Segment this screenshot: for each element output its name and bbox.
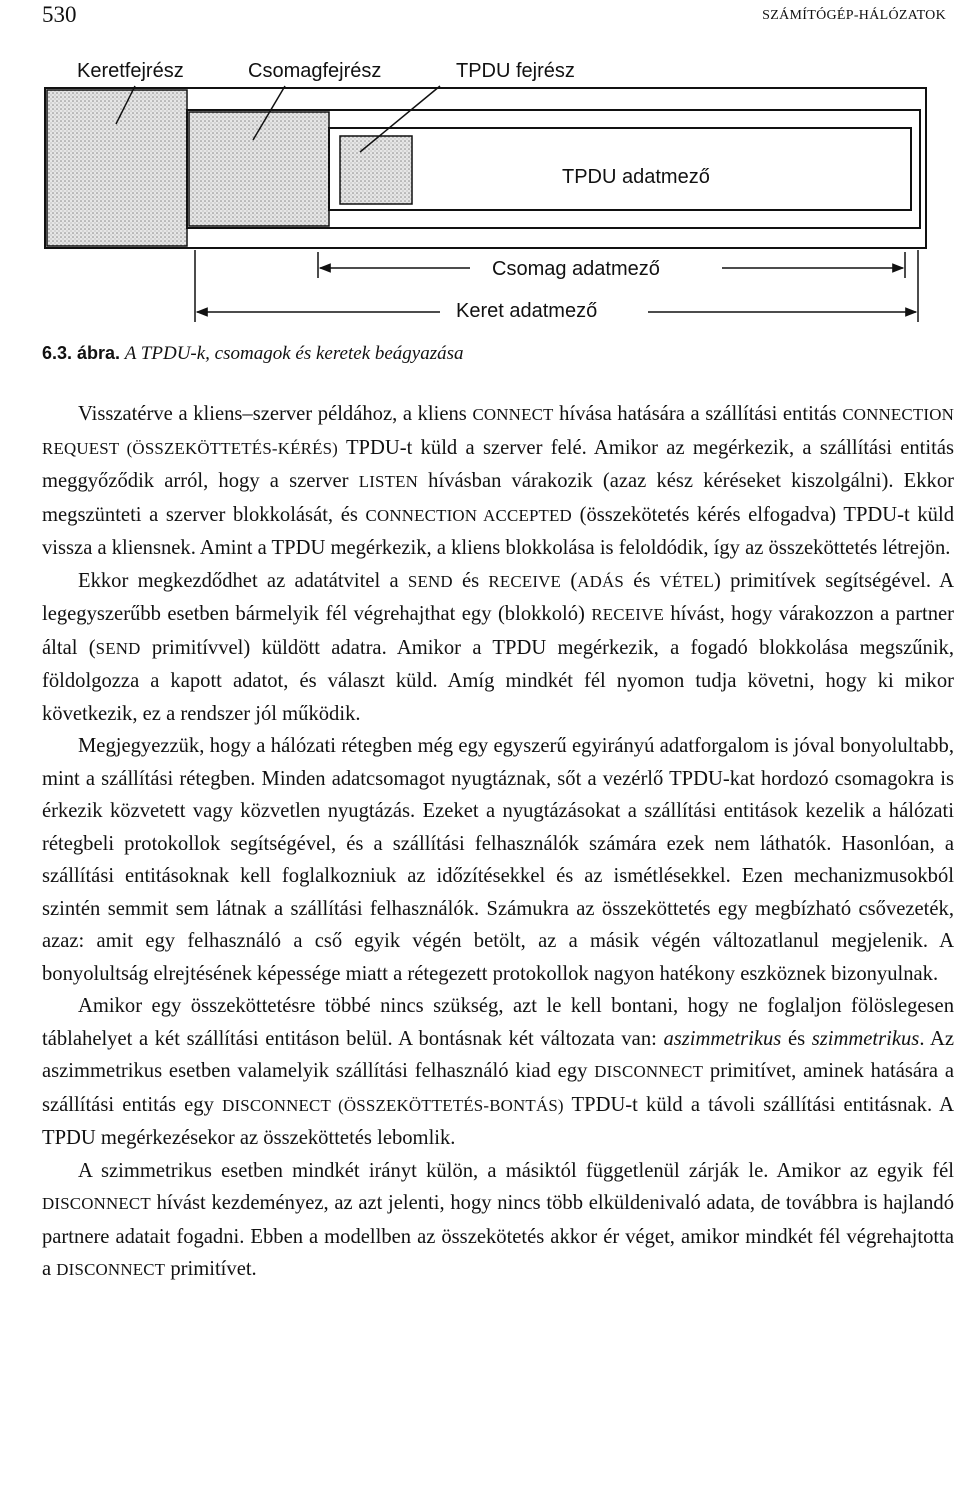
tpdu-header-block [340,136,412,204]
caption-number: 6.3. ábra. [42,343,121,363]
paragraph-2: Ekkor megkezdődhet az adatátvitel a SEND és RECEIVE (ADÁS és VÉTEL) primitívek segítségével. A legegyszerűbb esetben bármelyik fél végrehajthat egy (blokkoló) RECEIVE hívást, hogy várakozzon a partner által (SEND primitívvel) küldött adatra. Amikor a TPDU megérkezik, a fogadó blokkolása megszűnik, földolgozza a kapott adatot, és választ küld. Amíg mindkét fél nyomon tudja követni, hogy ki mikor következik, ez a rendszer jól működik. [42,569,955,725]
encapsulation-figure [0,40,960,340]
paragraph-1: Visszatérve a kliens–szerver példához, a kliens CONNECT hívása hatására a szállítási entitás CONNECTION REQUEST (ÖSSZEKÖTTETÉS-KÉRÉS) TPDU-t küld a szerver felé. Amikor az megérkezik, a szállítási entitás meggyőződik arról, hogy a szerver LISTEN hívásban várakozik (azaz kész kéréseket kiszolgálni). Ekkor megszünteti a szerver blokkolását, és CONNECTION ACCEPTED (összekötetés kérés elfogadva) TPDU-t küld vissza a kliensnek. Amint a TPDU megérkezik, a kliens blokkolása is feloldódik, így az összeköttetés létrejön. [42,403,954,559]
caption-text: A TPDU-k, csomagok és keretek beágyazása [124,343,464,364]
paragraph-5: A szimmetrikus esetben mindkét irányt külön, a másiktól függetlenül zárják le. Amikor az egyik fél DISCONNECT hívást kezdeményez, az azt jelenti, hogy nincs több elküldenivaló adata, de továbbra is hajlandó partnere adatait fogadni. Ebben a modellben az összekötetés akkor ér véget, amikor mindkét fél végrehajtotta a DISCONNECT primitívet. [42,1159,954,1280]
frame-header-block [47,90,187,246]
frame-payload-label: Keret adatmező [456,300,598,322]
figure-caption [42,343,464,365]
encapsulation-diagram [0,40,960,340]
page-header [42,2,946,32]
paragraph-4: Amikor egy összeköttetésre többé nincs szükség, azt le kell bontani, hogy ne foglaljon fölöslegesen táblahelyet a két szállítási entitáson belül. A bontásnak két változata van: aszimmetrikus és szimmetrikus. Az aszimmetrikus esetben valamelyik szállítási felhasználó kiad egy DISCONNECT primitívet, aminek hatására a szállítási entitás egy DISCONNECT (ÖSSZEKÖTTETÉS-BONTÁS) TPDU-t küld a távoli szállítási entitásnak. A TPDU megérkezésekor az összeköttetés lebomlik. [42,995,955,1149]
tpdu-payload-label: TPDU adatmező [562,166,710,188]
page-number: 530 [42,2,77,27]
paragraph-3: Megjegyezzük, hogy a hálózati rétegben még egy egyszerű egyirányú adatforgalom is jóval bonyolultabb, mint a szállítási rétegben. Minden adatcsomagot nyugtáznak, sőt a vezérlő TPDU-kat hordozó csomagokra is érkezik közvetett vagy közvetlen nyugtázás. Ezeket a nyugtázásokat a szállítási entitások kezelik a hálózati rétegbeli protokollok segítségével, és a szállítási felhasználók számára ezek nem láthatók. Hasonlóan, a szállítási entitásoknak kell foglalkozniuk az időzítésekkel és az ismétlésekkel. Ezen mechanizmusokból szintén semmit sem látnak a szállítási felhasználók. Számukra az összeköttetés egy megbízható csővezeték, azaz: amit egy felhasználó a cső egyik végén betölt, az a másik végén változatlanul megjelenik. A bonyolultság elrejtésének képessége miatt a rétegezett protokollok nagyon hatékony eszköznek bizonyulnak. [42,735,954,985]
packet-payload-label: Csomag adatmező [492,258,660,280]
running-title: SZÁMÍTÓGÉP-HÁLÓZATOK [762,8,946,23]
frame-header-label: Keretfejrész [77,60,184,82]
tpdu-header-label: TPDU fejrész [456,60,575,82]
body-text [42,398,954,1287]
packet-header-label: Csomagfejrész [248,60,382,82]
